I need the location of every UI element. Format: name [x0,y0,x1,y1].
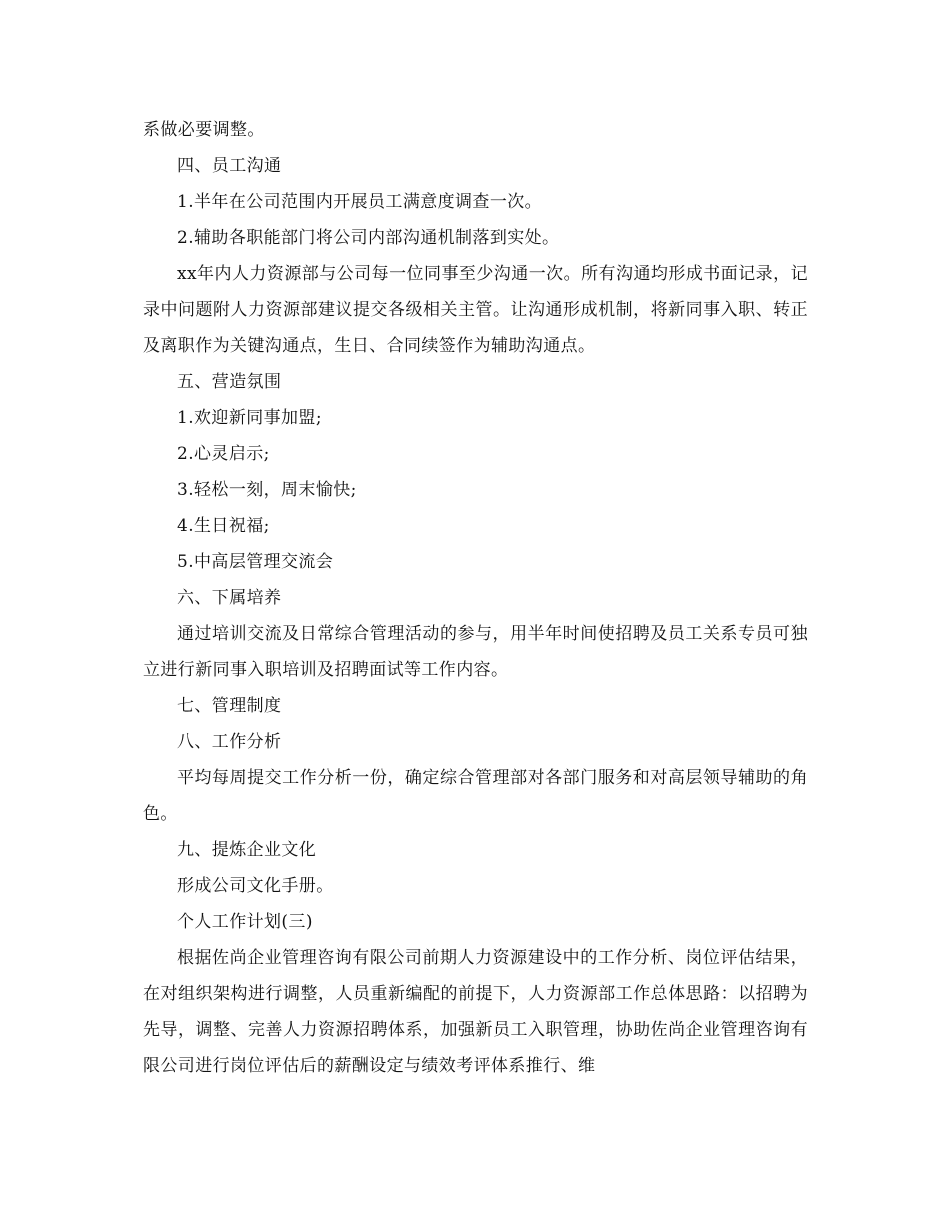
section-heading-subordinate-training: 六、下属培养 [177,588,282,608]
list-item-management-meeting: 5.中高层管理交流会 [177,552,334,572]
paragraph-communication-detail: xx年内人力资源部与公司每一位同事至少沟通一次。所有沟通均形成书面记录，记录中问题附人力资源部建议提交各级相关主管。让沟通形成机制，将新同事入职、转正及离职作为关键沟通点，生日、合同续签作为辅助沟通点。 [143,264,808,356]
list-item-welcome: 1.欢迎新同事加盟; [177,408,322,428]
paragraph-plan-overview: 根据佐尚企业管理咨询有限公司前期人力资源建设中的工作分析、岗位评估结果，在对组织架构进行调整，人员重新编配的前提下，人力资源部工作总体思路：以招聘为先导，调整、完善人力资源招聘体系，加强新员工入职管理，协助佐尚企业管理咨询有限公司进行岗位评估后的薪酬设定与绩效考评体系推行、维 [143,948,808,1076]
section-heading-employee-communication: 四、员工沟通 [177,156,282,176]
paragraph-analysis-detail: 平均每周提交工作分析一份，确定综合管理部对各部门服务和对高层领导辅助的角色。 [143,768,808,824]
list-item-inspiration: 2.心灵启示; [177,444,270,464]
section-heading-atmosphere: 五、营造氛围 [177,372,282,392]
list-item-birthday: 4.生日祝福; [177,516,270,536]
section-heading-management-system: 七、管理制度 [177,696,282,716]
list-item-survey: 1.半年在公司范围内开展员工满意度调查一次。 [177,192,543,212]
list-item-communication-mechanism: 2.辅助各职能部门将公司内部沟通机制落到实处。 [177,228,560,248]
section-heading-corporate-culture: 九、提炼企业文化 [177,840,317,860]
paragraph-continuation: 系做必要调整。 [143,120,265,140]
section-heading-work-analysis: 八、工作分析 [177,732,282,752]
paragraph-culture-handbook: 形成公司文化手册。 [177,876,334,896]
paragraph-training-detail: 通过培训交流及日常综合管理活动的参与，用半年时间使招聘及员工关系专员可独立进行新同事入职培训及招聘面试等工作内容。 [143,624,808,680]
section-heading-personal-plan: 个人工作计划(三) [177,912,313,932]
list-item-relax: 3.轻松一刻，周末愉快; [177,480,357,500]
document-body [143,112,808,1084]
